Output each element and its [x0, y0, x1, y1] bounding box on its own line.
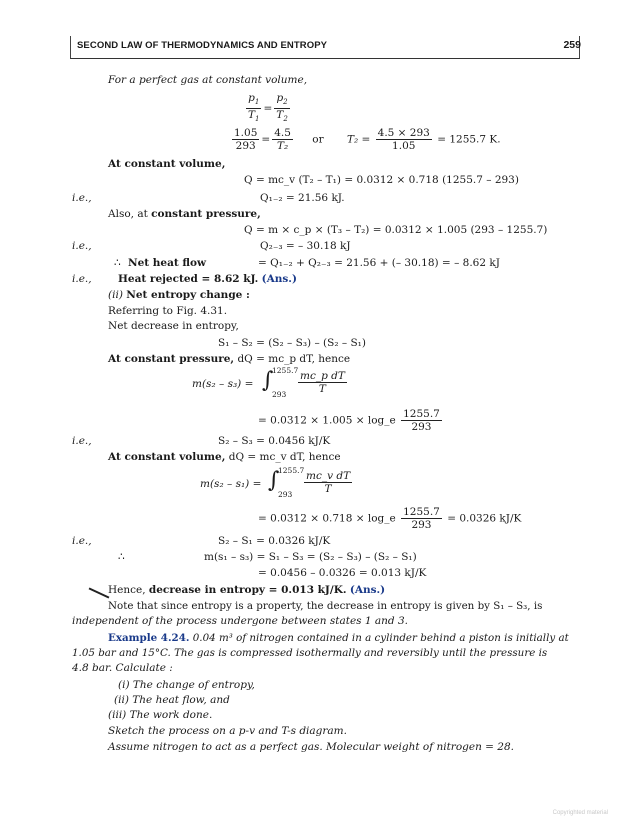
ie-label: i.e.,	[72, 240, 92, 252]
hence-line: Hence, decrease in entropy = 0.013 kJ/K. (Ans.)	[108, 584, 386, 596]
net-entropy-heading: (ii) Net entropy change :	[108, 289, 250, 301]
note-line-1: Note that since entropy is a property, the decrease in entropy is given by S₁ – S₃, is	[108, 600, 543, 612]
s2-s3-result: S₂ – S₃ = 0.0456 kJ/K	[218, 435, 331, 447]
equation-pressure-ratio: $\frac{p_1}{T_1}$ = $\frac{p_2}{T_2}$	[248, 92, 288, 124]
difference-result: = 0.0456 – 0.0326 = 0.013 kJ/K	[258, 567, 427, 579]
q-cv-equation: Q = mc_v (T₂ – T₁) = 0.0312 × 0.718 (1255.7 – 293)	[244, 174, 519, 186]
example-line-3: 4.8 bar. Calculate :	[72, 662, 173, 674]
integral2-lower: 293	[278, 490, 293, 499]
net-heat-equation: = Q₁₋₂ + Q₂₋₃ = 21.56 + (– 30.18) = – 8.62 kJ	[258, 257, 500, 269]
integral1-upper: 1255.7	[272, 366, 299, 375]
ie-label: i.e.,	[72, 192, 92, 204]
cv-heading: At constant volume,	[108, 158, 226, 170]
question-ii: (ii) The heat flow, and	[114, 694, 230, 706]
calc1: = 0.0312 × 1.005 × log_e $\frac{1255.7}{293}$	[258, 408, 440, 433]
net-heat-label: Net heat flow	[128, 257, 207, 269]
example-line-1: Example 4.24. 0.04 m³ of nitrogen contained in a cylinder behind a piston is initially at	[108, 632, 569, 644]
integral1-lower: 293	[272, 390, 287, 399]
integral1-lhs: m(s₂ – s₃) =	[192, 378, 254, 390]
question-iii: (iii) The work done.	[108, 709, 213, 721]
therefore-symbol: ∴	[118, 551, 125, 563]
heat-rejected-line: Heat rejected = 8.62 kJ. (Ans.)	[118, 273, 297, 285]
s2-s1-result: S₂ – S₁ = 0.0326 kJ/K	[218, 535, 331, 547]
ie-label: i.e.,	[72, 535, 92, 547]
m-s1-s3-equation: m(s₁ – s₃) = S₁ – S₃ = (S₂ – S₃) – (S₂ – S₁)	[204, 551, 417, 563]
s1-s2-equation: S₁ – S₂ = (S₂ – S₃) – (S₂ – S₁)	[218, 337, 366, 349]
sketch-line: Sketch the process on a p-v and T-s diagram.	[108, 725, 347, 737]
pencil-mark	[89, 587, 110, 598]
page-number: 259	[563, 39, 581, 51]
note-line-2: independent of the process undergone between states 1 and 3.	[72, 615, 409, 627]
integral-sign: ∫	[262, 368, 274, 393]
ie-label: i.e.,	[72, 435, 92, 447]
referring-line: Referring to Fig. 4.31.	[108, 305, 228, 317]
calc2: = 0.0312 × 0.718 × log_e $\frac{1255.7}{293}$ = 0.0326 kJ/K	[258, 506, 522, 531]
integral2-upper: 1255.7	[278, 466, 305, 475]
intro-line: For a perfect gas at constant volume,	[108, 74, 308, 86]
cp-heading: At constant pressure, dQ = mc_p dT, hence	[108, 353, 351, 365]
cv-heading-2: At constant volume, dQ = mc_v dT, hence	[108, 451, 341, 463]
watermark: Copyrighted material	[552, 810, 608, 816]
net-decrease-line: Net decrease in entropy,	[108, 320, 239, 332]
assume-line: Assume nitrogen to act as a perfect gas. Molecular weight of nitrogen = 28.	[108, 741, 515, 753]
equation-t2: $\frac{1.05}{293}$ = $\frac{4.5}{\text{T₂}}$ or T₂ = $\frac{4.5 \times 293}{1.05}$ = 1255.7 K.	[234, 127, 501, 152]
ie-label: i.e.,	[72, 273, 92, 285]
also-cp-heading: Also, at constant pressure,	[108, 208, 261, 220]
example-line-2: 1.05 bar and 15°C. The gas is compressed isothermally and reversibly until the pressure is	[72, 647, 548, 659]
question-i: (i) The change of entropy,	[118, 679, 255, 691]
q-cp-equation: Q = m × c_p × (T₃ – T₂) = 0.0312 × 1.005 (293 – 1255.7)	[244, 224, 548, 236]
q12-result: Q₁₋₂ = 21.56 kJ.	[260, 192, 345, 204]
integral2-fraction: $\frac{\text{mc\_v dT}}{T}$	[306, 470, 351, 495]
integral1-fraction: $\frac{\text{mc\_p dT}}{T}$	[300, 370, 345, 395]
q23-result: Q₂₋₃ = – 30.18 kJ	[260, 240, 351, 252]
integral2-lhs: m(s₂ – s₁) =	[200, 478, 262, 490]
integral-sign: ∫	[268, 468, 280, 493]
running-head: SECOND LAW OF THERMODYNAMICS AND ENTROPY	[77, 40, 328, 51]
page-header	[70, 36, 580, 59]
therefore-symbol: ∴	[114, 257, 121, 269]
